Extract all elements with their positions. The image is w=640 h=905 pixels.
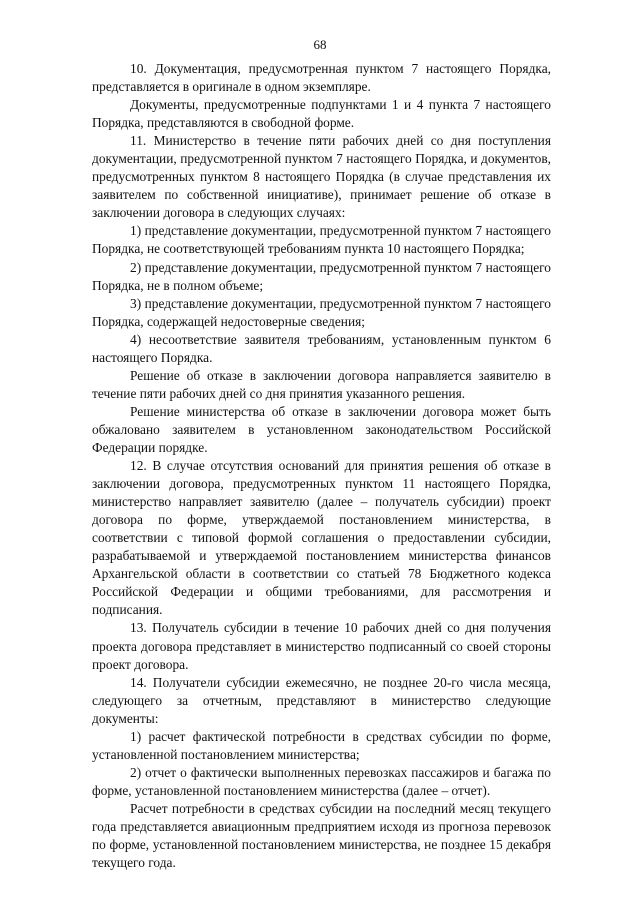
paragraph-14-item-1: 1) расчет фактической потребности в средствах субсидии по форме, установленной постановлением министерства; <box>92 728 551 762</box>
paragraph-last-month-estimate: Расчет потребности в средствах субсидии на последний месяц текущего года представляется авиационным предприятием исходя из прогноза перевозок по форме, установленной постановлением министерства, не позднее 15 декабря текущего года. <box>92 800 551 871</box>
paragraph-11-item-2: 2) представление документации, предусмотренной пунктом 7 настоящего Порядка, не в полном объеме; <box>92 259 551 293</box>
paragraph-documents-free-form: Документы, предусмотренные подпунктами 1 и 4 пункта 7 настоящего Порядка, представляются в свободной форме. <box>92 97 551 131</box>
paragraph-14-item-2: 2) отчет о фактически выполненных перевозках пассажиров и багажа по форме, установленной постановлением министерства (далее – отчет). <box>92 764 551 798</box>
paragraph-refusal-notice: Решение об отказе в заключении договора направляется заявителю в течение пяти рабочих дней со дня принятия указанного решения. <box>92 367 551 401</box>
paragraph-appeal: Решение министерства об отказе в заключении договора может быть обжаловано заявителем в установленном законодательством Российской Федерации порядке. <box>92 403 551 455</box>
paragraph-10: 10. Документация, предусмотренная пунктом 7 настоящего Порядка, представляется в оригинале в одном экземпляре. <box>92 61 551 95</box>
paragraph-12: 12. В случае отсутствия оснований для принятия решения об отказе в заключении договора, предусмотренных пунктом 11 настоящего Порядка, министерство направляет заявителю (далее – получатель субсидии) проект договора по форме, утверждаемой постановлением министерства, в соответствии с типовой формой соглашения о предоставлении субсидии, разрабатываемой и утверждаемой постановлением министерства финансов Архангельской области в соответствии со статьей 78 Бюджетного кодекса Российской Федерации и общими требованиями, для рассмотрения и подписания. <box>92 458 551 618</box>
paragraph-13: 13. Получатель субсидии в течение 10 рабочих дней со дня получения проекта договора представляет в министерство подписанный со своей стороны проект договора. <box>92 620 551 672</box>
paragraph-11-item-3: 3) представление документации, предусмотренной пунктом 7 настоящего Порядка, содержащей недостоверные сведения; <box>92 295 551 329</box>
page-number: 68 <box>313 37 327 52</box>
paragraph-14: 14. Получатели субсидии ежемесячно, не позднее 20-го числа месяца, следующего за отчетным, представляют в министерство следующие документы: <box>92 674 551 726</box>
paragraph-11-item-4: 4) несоответствие заявителя требованиям, установленным пунктом 6 настоящего Порядка. <box>92 331 551 365</box>
paragraph-11-item-1: 1) представление документации, предусмотренной пунктом 7 настоящего Порядка, не соответствующей требованиям пункта 10 настоящего Порядка; <box>92 223 551 257</box>
paragraph-11: 11. Министерство в течение пяти рабочих дней со дня поступления документации, предусмотренной пунктом 7 настоящего Порядка, и документов, предусмотренных пунктом 8 настоящего Порядка (в случае представления их заявителем по собственной инициативе), принимает решение об отказе в заключении договора в следующих случаях: <box>92 133 551 221</box>
document-body <box>92 60 551 872</box>
